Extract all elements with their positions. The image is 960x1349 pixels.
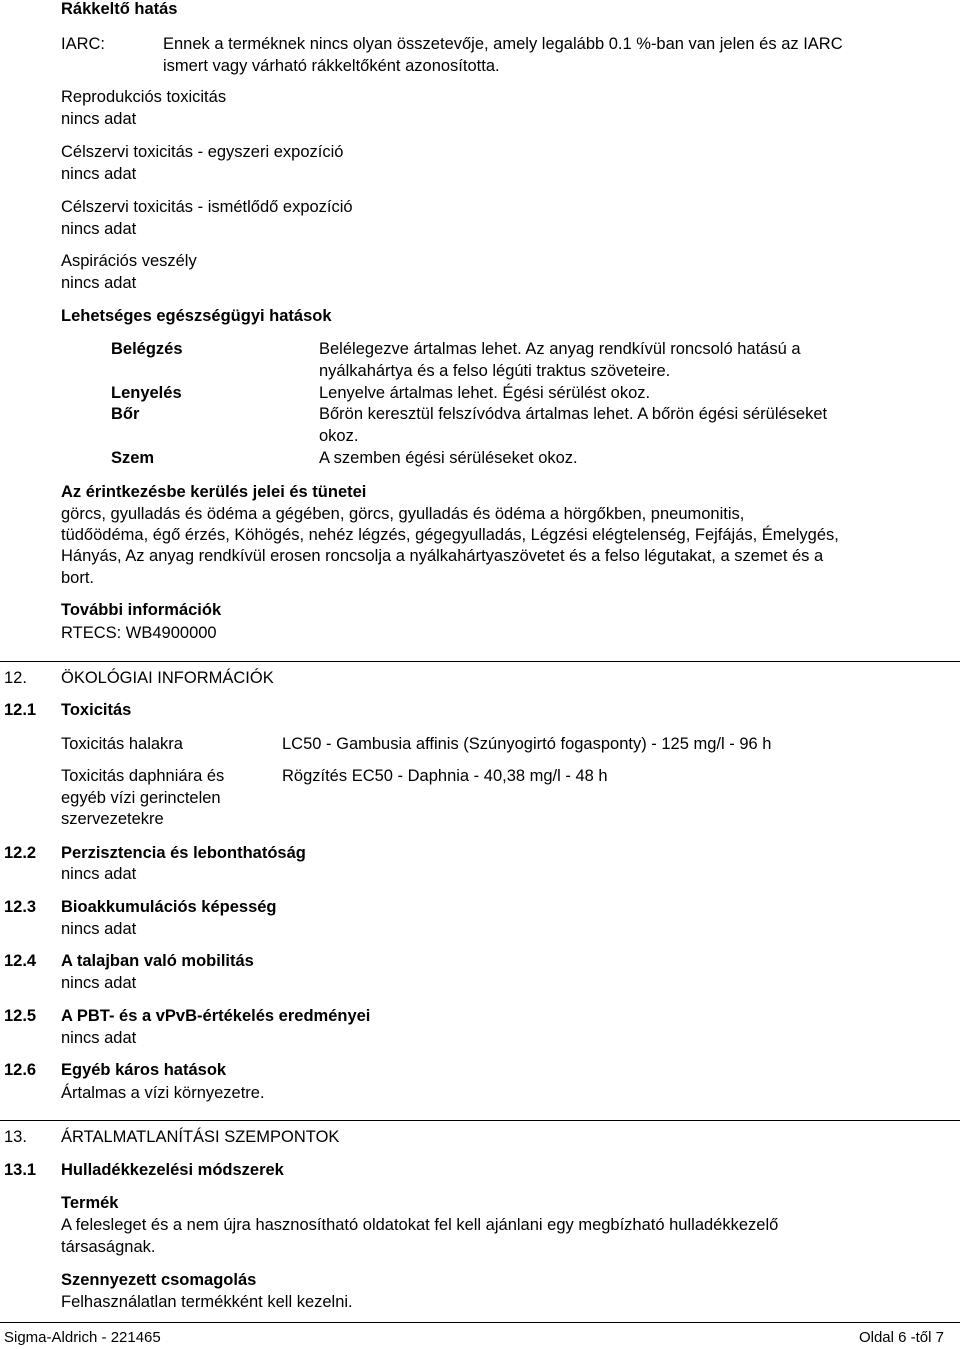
packaging-title: Szennyezett csomagolás bbox=[61, 1271, 257, 1289]
symptoms-line-1: görcs, gyulladás és ödéma a gégében, görcs, gyulladás és ödéma a hörgőkben, pneumonitis, bbox=[61, 505, 745, 523]
eye-label: Szem bbox=[111, 449, 155, 467]
section-12-3-value: nincs adat bbox=[61, 920, 137, 938]
eye-text: A szemben égési sérüléseket okoz. bbox=[319, 449, 578, 467]
section-12-6-title: Egyéb káros hatások bbox=[61, 1061, 227, 1079]
fish-toxicity-value: LC50 - Gambusia affinis (Szúnyogirtó fogasponty) - 125 mg/l - 96 h bbox=[282, 735, 772, 753]
packaging-text: Felhasználatlan termékként kell kezelni. bbox=[61, 1293, 353, 1311]
daphnia-toxicity-label-line-1: Toxicitás daphniára és bbox=[61, 767, 225, 785]
inhalation-label: Belégzés bbox=[111, 340, 183, 358]
section-12-number: 12. bbox=[4, 669, 27, 687]
stot-repeated-title: Célszervi toxicitás - ismétlődő expozíció bbox=[61, 198, 353, 216]
section-12-4-number: 12.4 bbox=[4, 952, 37, 970]
inhalation-text-line-2: nyálkahártya és a felso légúti traktus szöveteire. bbox=[319, 362, 671, 380]
daphnia-toxicity-value: Rögzítés EC50 - Daphnia - 40,38 mg/l - 48 h bbox=[282, 767, 608, 785]
section-12-4-value: nincs adat bbox=[61, 974, 137, 992]
section-12-1-number: 12.1 bbox=[4, 701, 37, 719]
ingestion-label: Lenyelés bbox=[111, 384, 182, 402]
section-12-2-title: Perzisztencia és lebonthatóság bbox=[61, 844, 306, 862]
skin-label: Bőr bbox=[111, 405, 140, 423]
iarc-text-line-1: Ennek a terméknek nincs olyan összetevője, amely legalább 0.1 %-ban van jelen és az IARC bbox=[163, 35, 843, 53]
symptoms-line-4: bort. bbox=[61, 569, 95, 587]
symptoms-line-3: Hányás, Az anyag rendkívül erosen roncsolja a nyálkahártyaszövetet és a felso légutakat, a szemet és a bbox=[61, 547, 824, 565]
section-13-divider bbox=[0, 1120, 960, 1121]
reproductive-toxicity-title: Reprodukciós toxicitás bbox=[61, 88, 227, 106]
daphnia-toxicity-label-line-2: egyéb vízi gerinctelen bbox=[61, 789, 221, 807]
section-12-divider bbox=[0, 661, 960, 662]
stot-repeated-value: nincs adat bbox=[61, 220, 137, 238]
symptoms-line-2: tüdőödéma, égő érzés, Köhögés, nehéz légzés, gégegyulladás, Légzési elégtelenség, Fejfájás, Émelygés, bbox=[61, 526, 839, 544]
section-13-number: 13. bbox=[4, 1128, 27, 1146]
stot-single-title: Célszervi toxicitás - egyszeri expozíció bbox=[61, 143, 344, 161]
symptoms-title: Az érintkezésbe kerülés jelei és tünetei bbox=[61, 483, 367, 501]
section-12-5-number: 12.5 bbox=[4, 1007, 37, 1025]
carcinogenicity-title: Rákkeltő hatás bbox=[61, 0, 178, 18]
daphnia-toxicity-label-line-3: szervezetekre bbox=[61, 810, 164, 828]
further-info-title: További információk bbox=[61, 601, 222, 619]
product-text-line-2: társaságnak. bbox=[61, 1238, 156, 1256]
section-12-3-number: 12.3 bbox=[4, 898, 37, 916]
footer-page-number: Oldal 6 -től 7 bbox=[858, 1329, 944, 1346]
aspiration-value: nincs adat bbox=[61, 274, 137, 292]
footer-left: Sigma-Aldrich - 221465 bbox=[4, 1329, 161, 1346]
section-12-4-title: A talajban való mobilitás bbox=[61, 952, 254, 970]
fish-toxicity-label: Toxicitás halakra bbox=[61, 735, 183, 753]
footer-divider bbox=[0, 1322, 960, 1323]
section-12-5-title: A PBT- és a vPvB-értékelés eredményei bbox=[61, 1007, 371, 1025]
reproductive-toxicity-value: nincs adat bbox=[61, 110, 137, 128]
section-13-title: ÁRTALMATLANÍTÁSI SZEMPONTOK bbox=[61, 1128, 340, 1146]
stot-single-value: nincs adat bbox=[61, 165, 137, 183]
health-effects-title: Lehetséges egészségügyi hatások bbox=[61, 307, 332, 325]
skin-text-line-2: okoz. bbox=[319, 427, 359, 445]
skin-text-line-1: Bőrön keresztül felszívódva ártalmas lehet. A bőrön égési sérüléseket bbox=[319, 405, 828, 423]
section-12-2-number: 12.2 bbox=[4, 844, 37, 862]
section-12-title: ÖKOLÓGIAI INFORMÁCIÓK bbox=[61, 669, 274, 687]
section-12-3-title: Bioakkumulációs képesség bbox=[61, 898, 277, 916]
section-13-1-title: Hulladékkezelési módszerek bbox=[61, 1161, 284, 1179]
ingestion-text: Lenyelve ártalmas lehet. Égési sérülést okoz. bbox=[319, 384, 651, 402]
section-13-1-number: 13.1 bbox=[4, 1161, 37, 1179]
section-12-1-title: Toxicitás bbox=[61, 701, 132, 719]
iarc-text-line-2: ismert vagy várható rákkeltőként azonosította. bbox=[163, 57, 500, 75]
section-12-6-number: 12.6 bbox=[4, 1061, 37, 1079]
iarc-label: IARC: bbox=[61, 35, 106, 53]
section-12-2-value: nincs adat bbox=[61, 865, 137, 883]
rtecs-value: RTECS: WB4900000 bbox=[61, 624, 217, 642]
section-12-5-value: nincs adat bbox=[61, 1029, 137, 1047]
product-title: Termék bbox=[61, 1194, 119, 1212]
product-text-line-1: A felesleget és a nem újra hasznosítható oldatokat fel kell ajánlani egy megbízható hulladékkezelő bbox=[61, 1216, 779, 1234]
inhalation-text-line-1: Belélegezve ártalmas lehet. Az anyag rendkívül roncsoló hatású a bbox=[319, 340, 801, 358]
aspiration-title: Aspirációs veszély bbox=[61, 252, 197, 270]
section-12-6-value: Ártalmas a vízi környezetre. bbox=[61, 1084, 265, 1102]
